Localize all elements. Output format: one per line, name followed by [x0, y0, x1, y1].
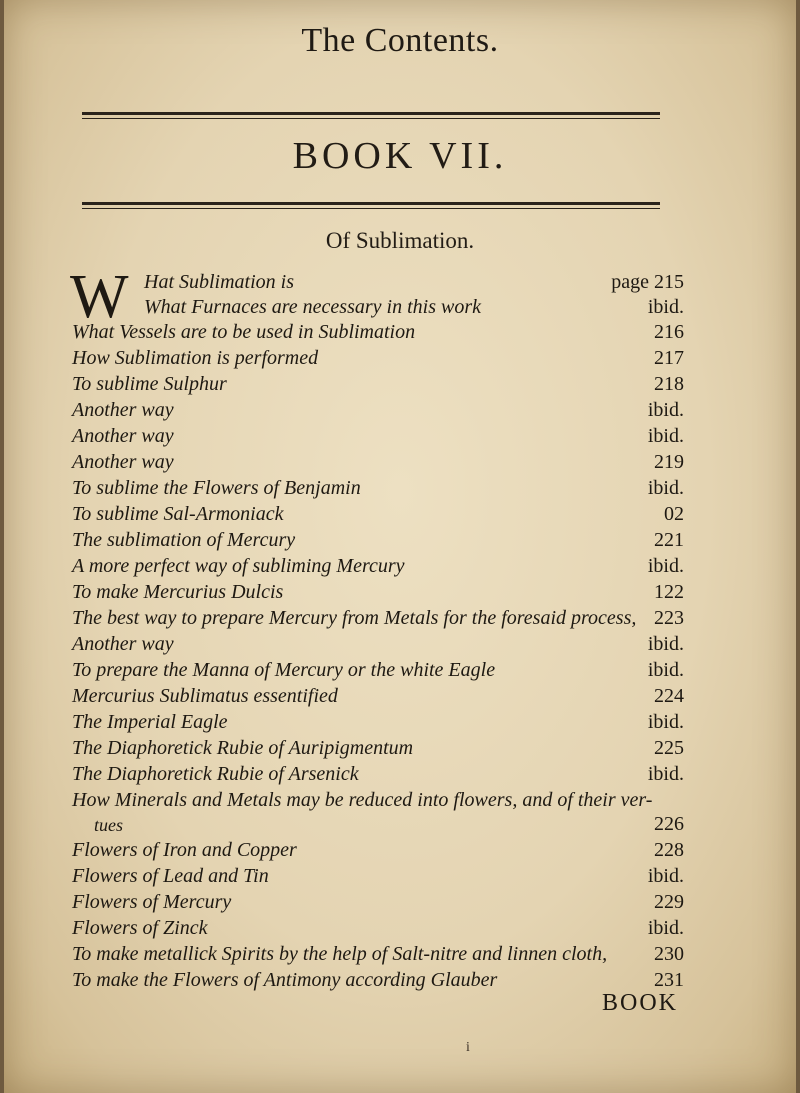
entry-page: 230 [654, 943, 684, 965]
contents-entry [72, 916, 684, 942]
entry-page: ibid. [647, 711, 684, 733]
entry-page: 216 [654, 321, 684, 343]
entry-page: ibid. [647, 865, 684, 887]
contents-entry [72, 606, 684, 632]
signature-mark: i [466, 1040, 470, 1055]
entry-title: Another way [72, 425, 174, 447]
entry-page: 225 [654, 737, 684, 759]
contents-entry [72, 864, 684, 890]
contents-entry [72, 528, 684, 554]
entry-title: To prepare the Manna of Mercury or the white Eagle [72, 659, 496, 681]
contents-entry [72, 710, 684, 736]
entry-title: To make the Flowers of Antimony according Glauber [72, 969, 498, 991]
entry-page: 02 [664, 503, 684, 525]
contents-entry [72, 942, 684, 968]
entry-page: 219 [654, 451, 684, 473]
entry-title: To sublime Sulphur [72, 373, 227, 395]
entry-title: Hat Sublimation is [144, 271, 295, 293]
entry-title: To sublime the Flowers of Benjamin [72, 477, 361, 499]
entry-title: How Sublimation is performed [72, 347, 319, 369]
contents-entry [72, 295, 684, 321]
entry-title: How Minerals and Metals may be reduced into flowers, and of their ver- [72, 789, 653, 811]
entry-page: 224 [654, 685, 684, 707]
contents-entry [72, 554, 684, 580]
entry-page: page 215 [611, 271, 684, 293]
contents-entry [72, 736, 684, 762]
contents-entry [72, 450, 684, 476]
contents-entry [72, 632, 684, 658]
entry-page: ibid. [647, 659, 684, 681]
entry-page: ibid. [647, 555, 684, 577]
entry-page: 229 [654, 891, 684, 913]
entry-page: ibid. [647, 917, 684, 939]
contents-entry [72, 346, 684, 372]
entry-page: 228 [654, 839, 684, 861]
contents-entry [72, 398, 684, 424]
entry-page: 122 [654, 581, 684, 603]
entry-page: 217 [654, 347, 684, 369]
entry-title: What Vessels are to be used in Sublimation [72, 321, 416, 343]
entry-title: To make Mercurius Dulcis [72, 581, 284, 603]
entry-title-continuation: tues [94, 815, 123, 835]
entry-page: 223 [654, 607, 684, 629]
entry-title: Mercurius Sublimatus essentified [72, 685, 338, 707]
entry-page: 218 [654, 373, 684, 395]
entry-page: ibid. [647, 633, 684, 655]
contents-entry [72, 684, 684, 710]
entry-title: To make metallick Spirits by the help of Salt-nitre and linnen cloth, [72, 943, 608, 965]
entry-title: What Furnaces are necessary in this work [144, 296, 481, 318]
entry-title: A more perfect way of subliming Mercury [72, 555, 405, 577]
entry-page: ibid. [647, 477, 684, 499]
contents-entry [72, 658, 684, 684]
entry-page: ibid. [647, 399, 684, 421]
contents-entry [72, 476, 684, 502]
catchword: BOOK [601, 990, 678, 1016]
contents-entry [72, 424, 684, 450]
contents-entry [72, 502, 684, 528]
entry-title: The best way to prepare Mercury from Metals for the foresaid process, [72, 607, 637, 629]
entry-title: The Imperial Eagle [72, 711, 228, 733]
contents-entry [72, 372, 684, 398]
contents-entry [72, 968, 684, 994]
contents-entry [72, 762, 684, 788]
entry-title: The sublimation of Mercury [72, 529, 296, 551]
book-page [4, 0, 796, 1093]
contents-entry [72, 838, 684, 864]
entry-title: To sublime Sal-Armoniack [72, 503, 284, 525]
page-header: The Contents. [301, 22, 499, 59]
entry-title: Another way [72, 399, 174, 421]
drop-cap: W [70, 263, 129, 331]
entry-page: 221 [654, 529, 684, 551]
entry-page: 231 [654, 969, 684, 991]
contents-entry [72, 320, 684, 346]
entry-title: Flowers of Lead and Tin [72, 865, 269, 887]
contents-list [4, 0, 796, 1093]
entry-page: 226 [654, 813, 684, 835]
entry-title: Flowers of Mercury [72, 891, 232, 913]
contents-entry [72, 580, 684, 606]
entry-title: Flowers of Zinck [72, 917, 208, 939]
contents-entry [72, 270, 684, 296]
entry-page: ibid. [647, 425, 684, 447]
entry-title: Flowers of Iron and Copper [72, 839, 297, 861]
entry-title: Another way [72, 451, 174, 473]
entry-page: ibid. [647, 296, 684, 318]
contents-entry [72, 890, 684, 916]
book-heading: BOOK VII. [292, 135, 508, 177]
entry-title: The Diaphoretick Rubie of Arsenick [72, 763, 359, 785]
contents-entry-continuation [72, 812, 684, 838]
entry-title: The Diaphoretick Rubie of Auripigmentum [72, 737, 414, 759]
entry-title: Another way [72, 633, 174, 655]
contents-entry [72, 788, 684, 814]
section-heading: Of Sublimation. [325, 228, 475, 253]
entry-page: ibid. [647, 763, 684, 785]
